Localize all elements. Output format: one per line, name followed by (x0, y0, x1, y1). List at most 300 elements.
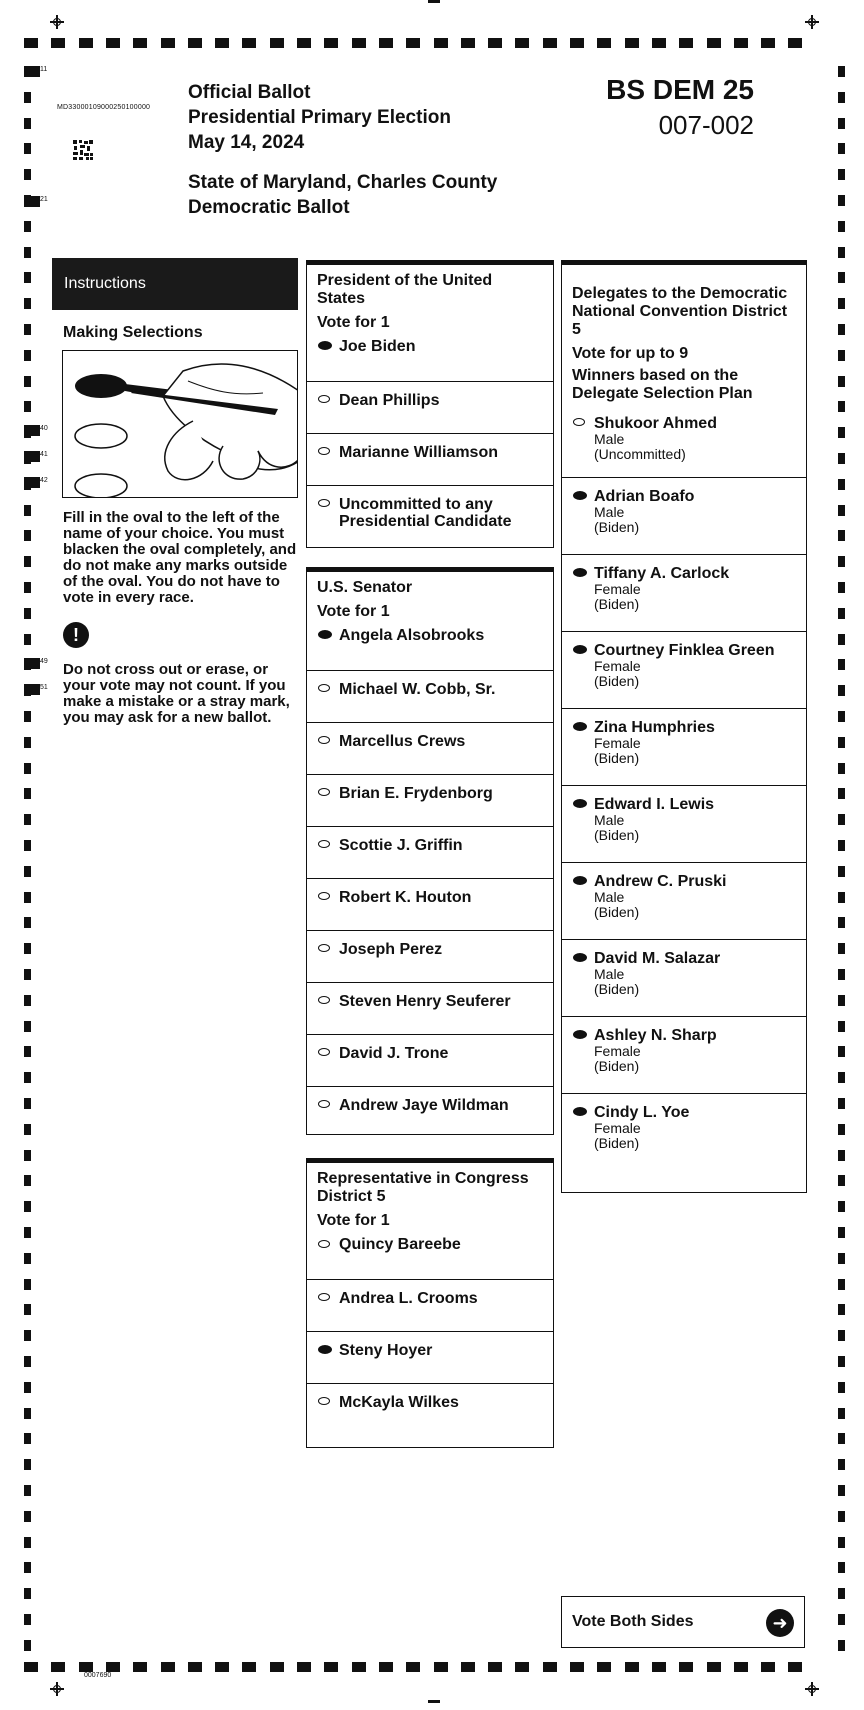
timing-mark (188, 1662, 202, 1672)
vote-both-sides-notice (561, 1596, 805, 1648)
candidate-pledge: (Biden) (594, 827, 640, 843)
empty-oval-icon[interactable] (318, 1100, 330, 1108)
timing-mark (24, 658, 40, 669)
timing-mark (838, 1356, 845, 1367)
timing-mark (838, 1304, 845, 1315)
timing-mark (24, 92, 31, 103)
empty-oval-icon[interactable] (318, 395, 330, 403)
registration-mark (50, 15, 64, 29)
empty-oval-icon[interactable] (318, 1293, 330, 1301)
candidate-name: Quincy Bareebe (339, 1236, 461, 1253)
delegate-option[interactable] (562, 554, 806, 631)
timing-mark (24, 1201, 31, 1212)
candidate-gender: Female (594, 735, 641, 751)
timing-mark (597, 38, 611, 48)
timing-mark (24, 530, 31, 541)
timing-mark (24, 1408, 31, 1419)
timing-mark (24, 788, 31, 799)
timing-mark (652, 1662, 666, 1672)
delegate-option[interactable] (562, 631, 806, 708)
warning-icon: ! (63, 622, 89, 648)
timing-mark (679, 1662, 693, 1672)
empty-oval-icon[interactable] (318, 892, 330, 900)
filled-oval-icon[interactable] (573, 953, 587, 962)
timing-mark (79, 1662, 93, 1672)
timing-mark (838, 350, 845, 361)
timing-mark (838, 969, 845, 980)
candidate-name: Michael W. Cobb, Sr. (339, 681, 496, 698)
timing-mark (24, 324, 31, 335)
timing-mark (24, 995, 31, 1006)
contest-representative-in-congress (306, 1158, 554, 1448)
empty-oval-icon[interactable] (318, 788, 330, 796)
timing-mark (24, 608, 31, 619)
candidate-option[interactable] (307, 878, 553, 930)
filled-oval-icon[interactable] (573, 1030, 587, 1039)
timing-mark (838, 1253, 845, 1264)
candidate-option[interactable] (307, 381, 553, 433)
timing-mark (79, 38, 93, 48)
timing-mark (570, 1662, 584, 1672)
timing-mark (838, 711, 845, 722)
timing-mark (24, 866, 31, 877)
timing-mark (838, 298, 845, 309)
empty-oval-icon[interactable] (318, 499, 330, 507)
filled-oval-icon[interactable] (318, 341, 332, 350)
timing-mark (24, 1330, 31, 1341)
candidate-name: Zina Humphries (594, 719, 715, 736)
timing-mark (24, 556, 31, 567)
qr-code-icon (72, 139, 94, 161)
timing-mark (625, 38, 639, 48)
timing-number: 41 (40, 451, 48, 458)
timing-mark (838, 1072, 845, 1083)
timing-mark (838, 556, 845, 567)
candidate-pledge: (Biden) (594, 596, 640, 612)
candidate-pledge: (Uncommitted) (594, 446, 686, 462)
edge-mark (428, 0, 440, 3)
timing-mark (297, 38, 311, 48)
timing-number: 51 (40, 684, 48, 691)
candidate-option[interactable] (307, 982, 553, 1034)
candidate-option[interactable] (307, 722, 553, 774)
timing-mark (838, 1485, 845, 1496)
candidate-gender: Male (594, 504, 625, 520)
instructions-heading: Instructions (52, 258, 298, 310)
candidate-gender: Male (594, 966, 625, 982)
timing-mark (838, 530, 845, 541)
timing-mark (838, 1201, 845, 1212)
delegate-option[interactable] (562, 477, 806, 554)
empty-oval-icon[interactable] (318, 684, 330, 692)
candidate-gender: Male (594, 889, 625, 905)
timing-mark (24, 737, 31, 748)
instructions-panel (52, 258, 298, 726)
timing-mark (838, 479, 845, 490)
timing-mark (24, 634, 31, 645)
candidate-option[interactable] (307, 625, 553, 670)
making-selections-heading: Making Selections (63, 324, 203, 341)
filled-oval-icon[interactable] (573, 722, 587, 731)
timing-mark (838, 1175, 845, 1186)
candidate-name: Joseph Perez (339, 941, 443, 958)
registration-mark (805, 15, 819, 29)
contest-delegates (561, 260, 807, 1193)
timing-mark (24, 272, 31, 283)
timing-mark (242, 1662, 256, 1672)
candidate-name: McKayla Wilkes (339, 1394, 459, 1411)
timing-mark (838, 376, 845, 387)
timing-mark (24, 38, 38, 48)
contest-title: Representative in Congress District 5 (317, 1170, 529, 1205)
timing-mark (24, 1175, 31, 1186)
timing-mark (24, 425, 40, 436)
timing-mark (24, 582, 31, 593)
timing-mark (838, 1382, 845, 1393)
timing-mark (838, 608, 845, 619)
contest-us-senator (306, 567, 554, 1135)
timing-mark (24, 1124, 31, 1135)
timing-number: 42 (40, 477, 48, 484)
timing-mark (24, 350, 31, 361)
vote-for-instruction: Vote for 1 (317, 603, 390, 620)
timing-mark (24, 1227, 31, 1238)
candidate-name: Dean Phillips (339, 392, 440, 409)
ballot-barcode-id: MD33000109000250100000 (57, 104, 151, 111)
warning-block (63, 622, 299, 726)
timing-mark (24, 118, 31, 129)
timing-mark (24, 505, 31, 516)
contest-title: President of the United States (317, 272, 493, 307)
candidate-pledge: (Biden) (594, 519, 640, 535)
timing-number: 21 (40, 196, 48, 203)
timing-mark (838, 814, 845, 825)
candidate-name: Andrea L. Crooms (339, 1290, 478, 1307)
delegate-option[interactable] (562, 785, 806, 862)
timing-mark (543, 38, 557, 48)
candidate-pledge: (Biden) (594, 1058, 640, 1074)
ballot-title-line: Official Ballot (188, 82, 311, 103)
timing-mark (24, 451, 40, 462)
timing-mark (838, 1459, 845, 1470)
timing-mark (761, 38, 775, 48)
candidate-name: Cindy L. Yoe (594, 1104, 690, 1121)
filled-oval-icon[interactable] (573, 645, 587, 654)
timing-mark (24, 1072, 31, 1083)
timing-mark (24, 401, 31, 412)
timing-mark (838, 866, 845, 877)
timing-mark (597, 1662, 611, 1672)
timing-mark (188, 38, 202, 48)
candidate-option[interactable] (307, 1383, 553, 1435)
timing-mark (838, 582, 845, 593)
empty-oval-icon[interactable] (318, 1048, 330, 1056)
timing-mark (24, 1537, 31, 1548)
timing-mark (838, 1150, 845, 1161)
timing-mark (24, 66, 40, 77)
delegate-option[interactable] (562, 1093, 806, 1170)
timing-mark (161, 1662, 175, 1672)
timing-mark (838, 1511, 845, 1522)
timing-mark (24, 298, 31, 309)
candidate-option[interactable] (307, 1331, 553, 1383)
timing-mark (838, 1227, 845, 1238)
candidate-name: Courtney Finklea Green (594, 642, 775, 659)
timing-mark (707, 1662, 721, 1672)
timing-mark (133, 1662, 147, 1672)
vote-for-instruction: Vote for 1 (317, 314, 390, 331)
contest-title: U.S. Senator (317, 579, 413, 596)
timing-mark (838, 763, 845, 774)
delegate-option[interactable] (562, 862, 806, 939)
empty-oval-icon[interactable] (318, 1397, 330, 1405)
delegate-option[interactable] (562, 939, 806, 1016)
timing-mark (838, 66, 845, 77)
timing-mark (838, 143, 845, 154)
candidate-option[interactable] (307, 433, 553, 485)
timing-mark (838, 1588, 845, 1599)
timing-mark (106, 1662, 120, 1672)
timing-mark (543, 1662, 557, 1672)
candidate-name: Brian E. Frydenborg (339, 785, 493, 802)
timing-mark (838, 737, 845, 748)
timing-mark (24, 1356, 31, 1367)
candidate-gender: Male (594, 812, 625, 828)
filled-oval-icon[interactable] (573, 876, 587, 885)
timing-mark (24, 711, 31, 722)
timing-mark (761, 1662, 775, 1672)
candidate-pledge: (Biden) (594, 750, 640, 766)
timing-mark (379, 38, 393, 48)
delegate-option[interactable] (562, 708, 806, 785)
filled-oval-icon[interactable] (573, 799, 587, 808)
timing-number: 49 (40, 658, 48, 665)
empty-oval-icon[interactable] (318, 447, 330, 455)
timing-mark (24, 814, 31, 825)
timing-mark (838, 427, 845, 438)
candidate-name: Uncommitted to any Presidential Candidate (339, 496, 512, 530)
timing-mark (434, 38, 448, 48)
candidate-pledge: (Biden) (594, 673, 640, 689)
filled-oval-icon[interactable] (318, 630, 332, 639)
ballot-jurisdiction (188, 170, 497, 220)
contest-president (306, 260, 554, 548)
delegate-option[interactable] (562, 407, 806, 477)
candidate-name: David M. Salazar (594, 950, 721, 967)
timing-mark (270, 1662, 284, 1672)
timing-mark (24, 1588, 31, 1599)
candidate-gender: Female (594, 581, 641, 597)
timing-mark (24, 1279, 31, 1290)
state-county-line: State of Maryland, Charles County (188, 172, 498, 193)
vote-for-instruction: Vote for 1 (317, 1212, 390, 1229)
candidate-option[interactable] (307, 1279, 553, 1331)
candidate-option[interactable] (307, 485, 553, 537)
candidate-name: Steven Henry Seuferer (339, 993, 511, 1010)
candidate-name: Ashley N. Sharp (594, 1027, 717, 1044)
timing-mark (838, 943, 845, 954)
timing-mark (838, 840, 845, 851)
registration-mark (50, 1682, 64, 1696)
registration-mark (805, 1682, 819, 1696)
timing-mark (324, 1662, 338, 1672)
candidate-name: Steny Hoyer (339, 1342, 433, 1359)
timing-mark (270, 38, 284, 48)
precinct-code: 007-002 (658, 110, 754, 140)
candidate-name: Adrian Boafo (594, 488, 695, 505)
candidate-pledge: (Biden) (594, 904, 640, 920)
filled-oval-icon[interactable] (318, 1345, 332, 1354)
timing-mark (24, 247, 31, 258)
timing-mark (51, 38, 65, 48)
timing-mark (106, 38, 120, 48)
candidate-option[interactable] (307, 826, 553, 878)
timing-mark (838, 401, 845, 412)
arrow-right-icon: ➜ (766, 1609, 794, 1637)
candidate-option[interactable] (307, 1034, 553, 1086)
timing-mark (488, 38, 502, 48)
timing-mark (515, 38, 529, 48)
timing-mark (838, 1330, 845, 1341)
timing-mark (788, 38, 802, 48)
filled-oval-icon[interactable] (573, 491, 587, 500)
empty-oval-icon[interactable] (318, 1240, 330, 1248)
timing-mark (133, 38, 147, 48)
timing-mark (838, 247, 845, 258)
timing-mark (24, 1562, 31, 1573)
timing-mark (161, 38, 175, 48)
timing-mark (24, 684, 40, 695)
timing-mark (24, 1046, 31, 1057)
candidate-option[interactable] (307, 1234, 553, 1279)
timing-mark (652, 38, 666, 48)
timing-mark (838, 118, 845, 129)
candidate-option[interactable] (307, 670, 553, 722)
timing-mark (838, 892, 845, 903)
timing-mark (215, 1662, 229, 1672)
candidate-option[interactable] (307, 1086, 553, 1136)
fill-oval-instructions: Fill in the oval to the left of the name of your choice. You must blacken the oval completely, and do not make any marks outside of the oval. You do not have to vote in every race. (63, 509, 297, 606)
candidate-option[interactable] (307, 774, 553, 826)
timing-mark (734, 38, 748, 48)
candidate-gender: Female (594, 1120, 641, 1136)
timing-mark (838, 272, 845, 283)
candidate-name: Angela Alsobrooks (339, 627, 485, 644)
empty-oval-icon[interactable] (318, 736, 330, 744)
timing-mark (838, 221, 845, 232)
timing-mark (838, 324, 845, 335)
warning-text: Do not cross out or erase, or your vote may not count. If you make a mistake or a stray mark, you may ask for a new ballot. (63, 661, 290, 726)
vote-both-sides-label: Vote Both Sides (572, 1613, 694, 1630)
timing-mark (215, 38, 229, 48)
candidate-gender: Male (594, 431, 625, 447)
filled-oval-icon[interactable] (573, 568, 587, 577)
timing-mark (461, 38, 475, 48)
candidate-name: Robert K. Houton (339, 889, 472, 906)
candidate-option[interactable] (307, 930, 553, 982)
timing-mark (24, 1098, 31, 1109)
page-code: 0007690 (84, 1672, 112, 1679)
candidate-gender: Female (594, 658, 641, 674)
candidate-name: Edward I. Lewis (594, 796, 715, 813)
timing-mark (24, 1021, 31, 1032)
candidate-name: Andrew C. Pruski (594, 873, 727, 890)
timing-mark (24, 1382, 31, 1393)
timing-mark (24, 943, 31, 954)
timing-mark (838, 788, 845, 799)
timing-mark (838, 1537, 845, 1548)
timing-mark (838, 1640, 845, 1651)
timing-mark (24, 1511, 31, 1522)
timing-mark (24, 1662, 38, 1672)
timing-mark (679, 38, 693, 48)
timing-mark (707, 38, 721, 48)
candidate-option[interactable] (307, 336, 553, 381)
timing-mark (734, 1662, 748, 1672)
delegate-option[interactable] (562, 1016, 806, 1093)
timing-mark (838, 634, 845, 645)
timing-mark (838, 169, 845, 180)
timing-mark (24, 221, 31, 232)
timing-mark (24, 477, 40, 488)
timing-mark (838, 1408, 845, 1419)
empty-oval-icon[interactable] (573, 418, 585, 426)
empty-oval-icon[interactable] (318, 840, 330, 848)
edge-mark (428, 1700, 440, 1703)
timing-mark (838, 92, 845, 103)
timing-mark (838, 1124, 845, 1135)
election-date: May 14, 2024 (188, 132, 305, 153)
timing-mark (24, 1253, 31, 1264)
timing-mark (515, 1662, 529, 1672)
vote-for-instruction: Vote for up to 9 (572, 345, 689, 362)
timing-mark (24, 196, 40, 207)
candidate-gender: Female (594, 1043, 641, 1059)
empty-oval-icon[interactable] (318, 996, 330, 1004)
candidate-name: Tiffany A. Carlock (594, 565, 730, 582)
timing-mark (838, 453, 845, 464)
timing-mark (838, 995, 845, 1006)
timing-mark (570, 38, 584, 48)
timing-mark (838, 917, 845, 928)
timing-mark (24, 1304, 31, 1315)
filled-oval-icon[interactable] (573, 1107, 587, 1116)
timing-mark (24, 763, 31, 774)
candidate-name: Marcellus Crews (339, 733, 466, 750)
timing-mark (24, 917, 31, 928)
timing-mark (838, 685, 845, 696)
timing-mark (838, 659, 845, 670)
selection-plan-note: Winners based on the Delegate Selection Plan (572, 367, 753, 402)
timing-mark (838, 195, 845, 206)
timing-mark (51, 1662, 65, 1672)
timing-mark (24, 1433, 31, 1444)
timing-mark (838, 505, 845, 516)
timing-mark (24, 169, 31, 180)
pen-filling-oval-illustration (62, 350, 298, 498)
election-name: Presidential Primary Election (188, 107, 451, 128)
timing-mark (838, 1021, 845, 1032)
candidate-pledge: (Biden) (594, 981, 640, 997)
timing-mark (352, 1662, 366, 1672)
timing-mark (379, 1662, 393, 1672)
empty-oval-icon[interactable] (318, 944, 330, 952)
candidate-name: Marianne Williamson (339, 444, 498, 461)
timing-mark (324, 38, 338, 48)
timing-mark (24, 969, 31, 980)
timing-mark (838, 1098, 845, 1109)
candidate-pledge: (Biden) (594, 1135, 640, 1151)
